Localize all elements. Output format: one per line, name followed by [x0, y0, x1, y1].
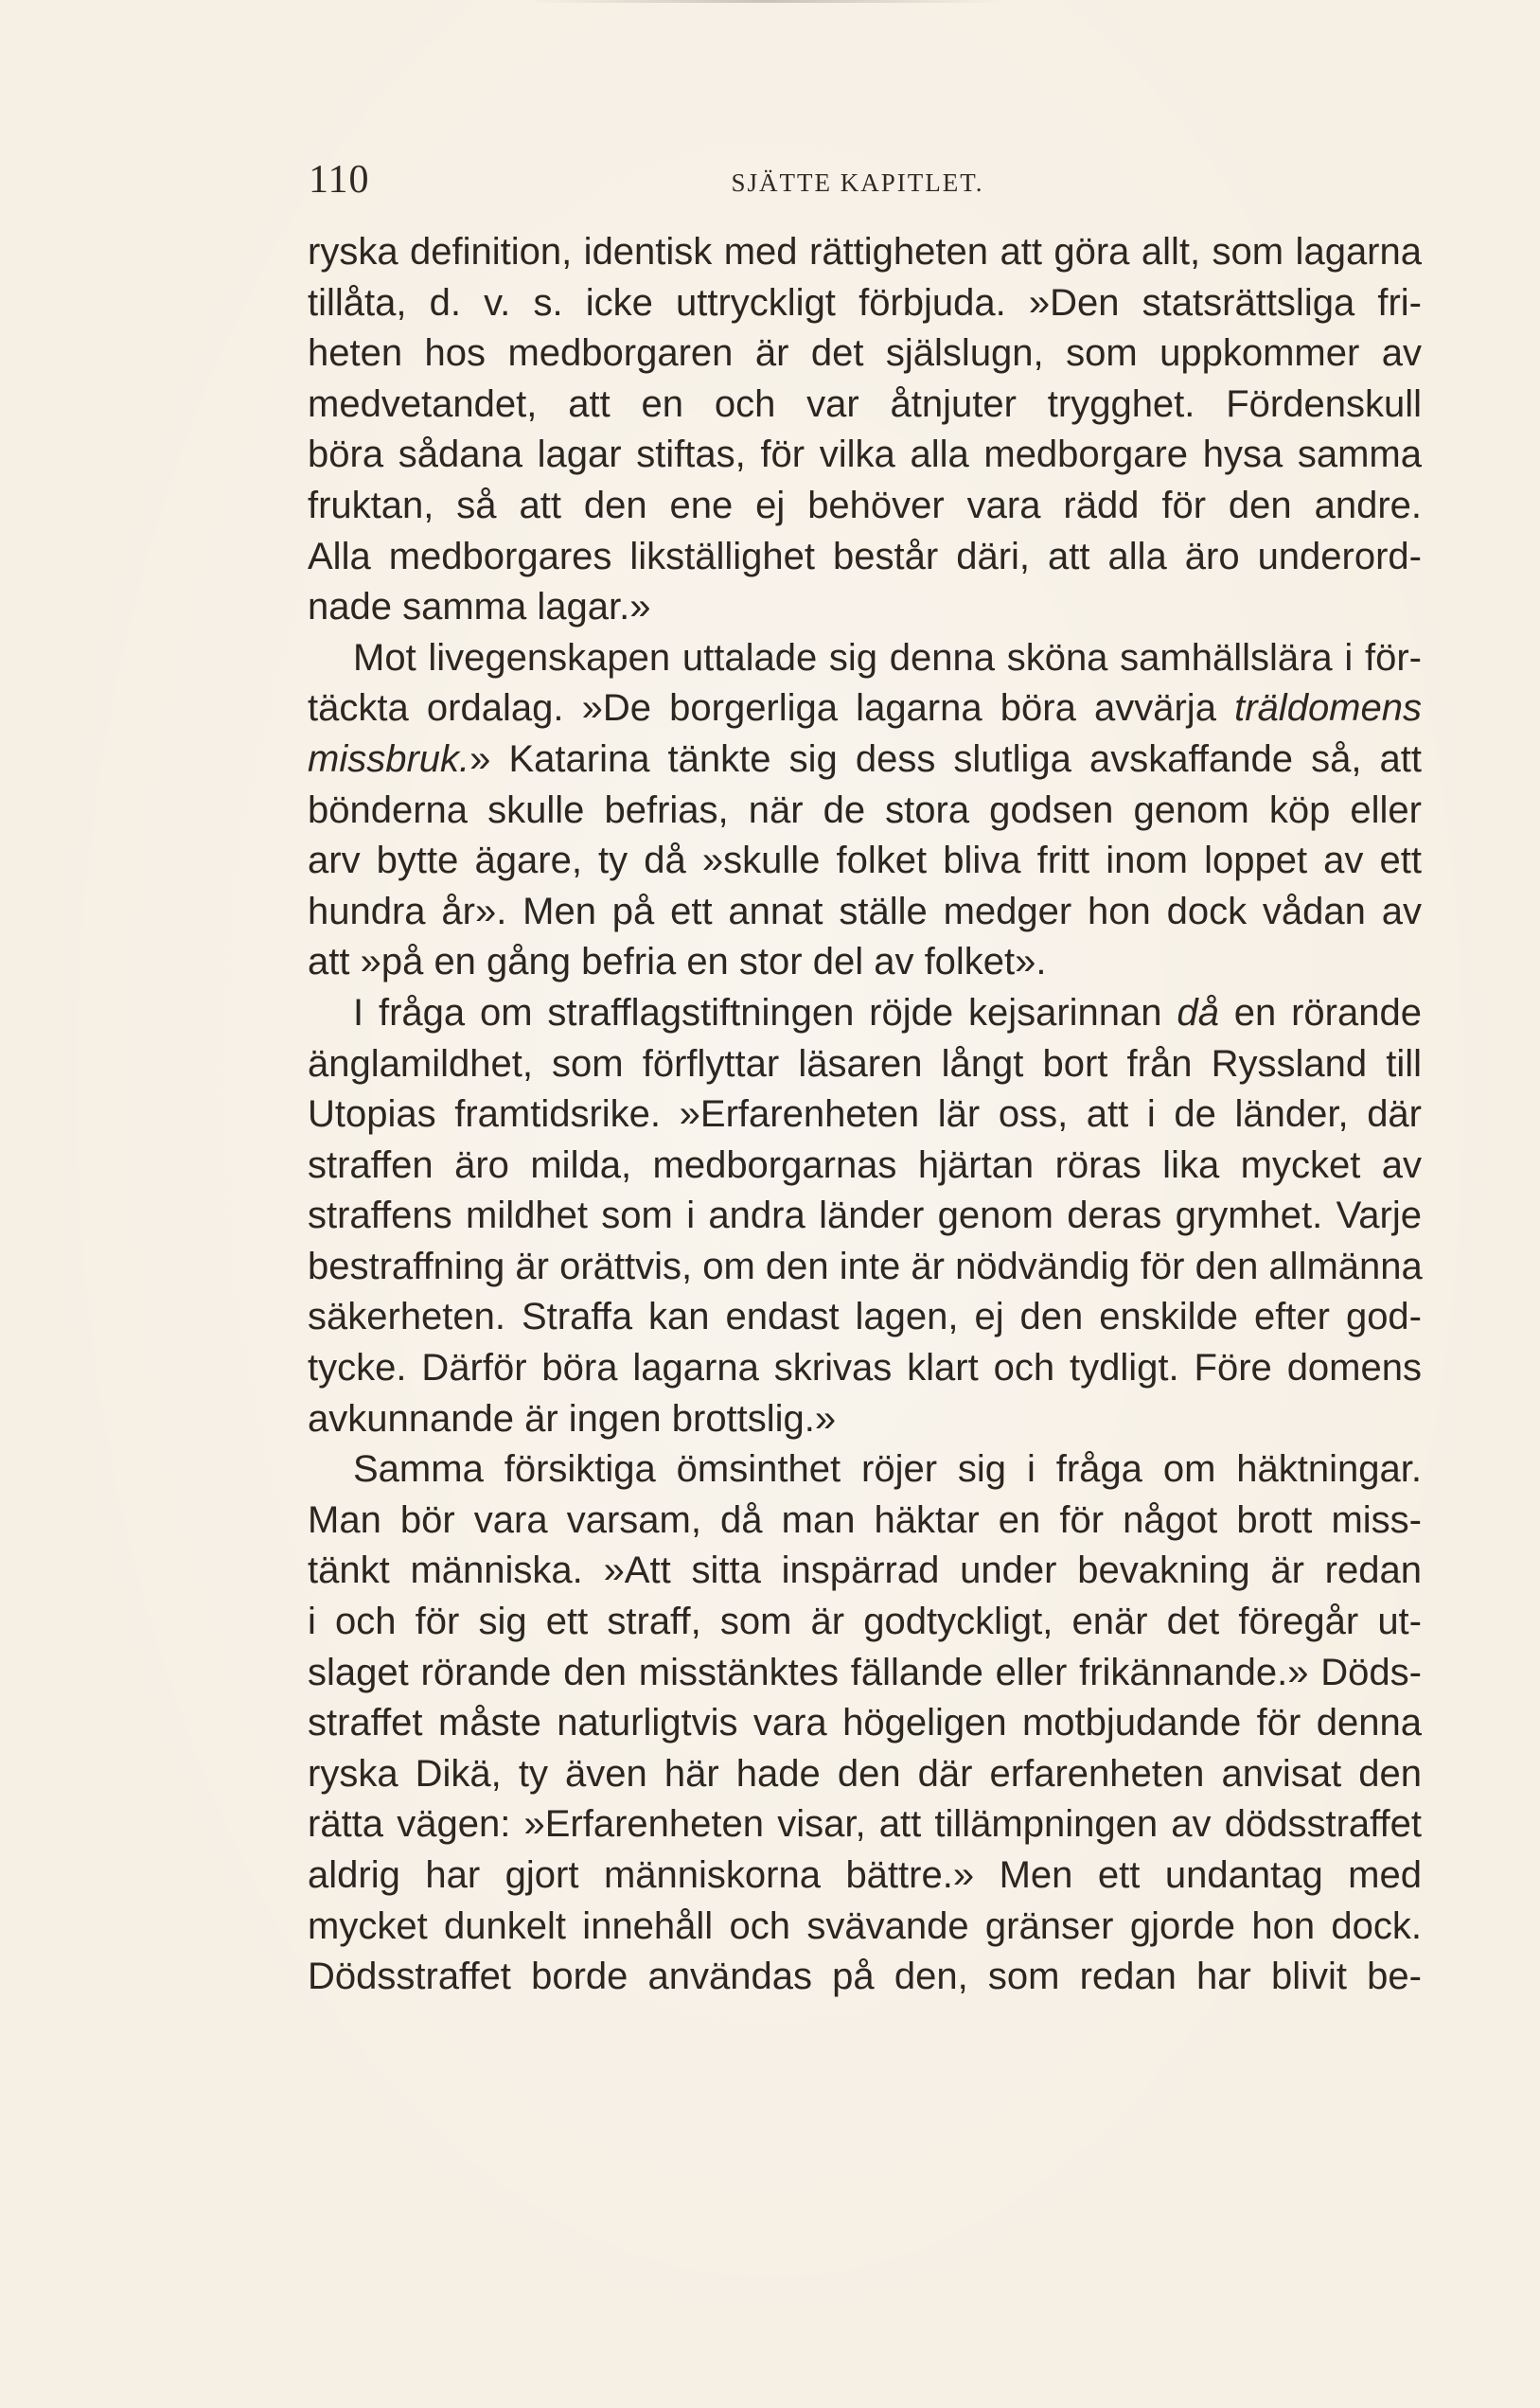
paragraph-start-line: Samma försiktiga ömsinthet röjer sig i fråga om häktningar.	[353, 1448, 1422, 1491]
text-line: tillåta, d. v. s. icke uttryckligt förbjuda. »Den statsrättsliga fri-	[308, 281, 1422, 324]
italic-word: då	[1177, 991, 1219, 1034]
text-line: arv bytte ägare, ty då »skulle folket bliva fritt inom loppet av ett	[308, 840, 1422, 882]
text-line: hundra år». Men på ett annat ställe medger hon dock vådan av	[308, 890, 1422, 932]
text-line: heten hos medborgaren är det själslugn, som uppkommer av	[308, 332, 1422, 375]
text-line: i och för sig ett straff, som är godtyckligt, enär det föregår ut-	[308, 1601, 1422, 1643]
text-line: slaget rörande den misstänktes fällande eller frikännande.» Döds-	[308, 1651, 1422, 1693]
running-head	[309, 157, 1255, 214]
text-line: aldrig har gjort människorna bättre.» Men ett undantag med	[308, 1854, 1422, 1896]
text-line: täckta ordalag. »De borgerliga lagarna böra avvärja träldomens	[308, 687, 1422, 730]
text-line: medvetandet, att en och var åtnjuter trygghet. Fördenskull	[308, 382, 1422, 425]
text-line: fruktan, så att den ene ej behöver vara rädd för den andre.	[308, 484, 1422, 526]
text-line: att »på en gång befria en stor del av folket».	[308, 941, 1047, 983]
chapter-title: SJÄTTE KAPITLET.	[731, 168, 984, 197]
text-line: bönderna skulle befrias, när de stora godsen genom köp eller	[308, 788, 1422, 831]
paragraph-start-line: Mot livegenskapen uttalade sig denna sköna samhällslära i för-	[353, 636, 1422, 679]
text-line: Utopias framtidsrike. »Erfarenheten lär oss, att i de länder, där	[308, 1093, 1422, 1136]
text-line: tänkt människa. »Att sitta inspärrad under bevakning är redan	[308, 1549, 1422, 1592]
text-line: tycke. Därför böra lagarna skrivas klart och tydligt. Före domens	[308, 1347, 1422, 1390]
text-line: mycket dunkelt innehåll och svävande gränser gjorde hon dock.	[308, 1904, 1422, 1947]
text-line: missbruk.» Katarina tänkte sig dess slutliga avskaffande så, att	[308, 737, 1422, 780]
text-line: straffen äro milda, medborgarnas hjärtan röras lika mycket av	[308, 1143, 1422, 1186]
text-line: straffet måste naturligtvis vara högeligen motbjudande för denna	[308, 1702, 1422, 1744]
italic-word: träldomens	[1234, 687, 1422, 730]
text-line: Dödsstraffet borde användas på den, som redan har blivit be-	[308, 1956, 1422, 1998]
italic-word: missbruk.	[308, 737, 470, 780]
text-line: Alla medborgares likställighet består däri, att alla äro underord-	[308, 535, 1422, 577]
text-line: ryska Dikä, ty även här hade den där erfarenheten anvisat den	[308, 1752, 1422, 1795]
paragraph-start-line: I fråga om strafflagstiftningen röjde kejsarinnan då en rörande	[353, 991, 1422, 1034]
page-number: 110	[309, 158, 370, 202]
text-line: ryska definition, identisk med rättigheten att göra allt, som lagarna	[308, 231, 1422, 273]
text-line: säkerheten. Straffa kan endast lagen, ej den enskilde efter god-	[308, 1296, 1422, 1338]
body-text	[308, 227, 1422, 2003]
text-line: avkunnande är ingen brottslig.»	[308, 1397, 837, 1440]
text-line: straffens mildhet som i andra länder genom deras grymhet. Varje	[308, 1195, 1422, 1237]
scan-edge-mark	[530, 0, 1003, 3]
text-line: rätta vägen: »Erfarenheten visar, att tillämpningen av dödsstraffet	[308, 1803, 1422, 1846]
text-line: nade samma lagar.»	[308, 586, 651, 629]
text-line: böra sådana lagar stiftas, för vilka alla medborgare hysa samma	[308, 434, 1422, 476]
text-line: änglamildhet, som förflyttar läsaren långt bort från Ryssland till	[308, 1042, 1422, 1085]
text-line: bestraffning är orättvis, om den inte är nödvändig för den allmänna	[308, 1245, 1423, 1287]
text-line: Man bör vara varsam, då man häktar en för något brott miss-	[308, 1498, 1422, 1541]
